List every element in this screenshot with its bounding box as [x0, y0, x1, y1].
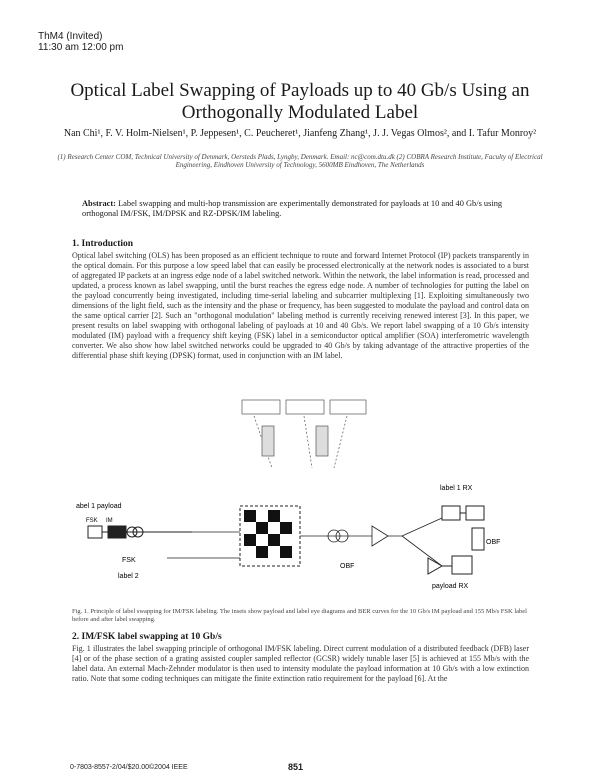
obf1-text: OBF: [486, 539, 501, 546]
abstract-text: Label swapping and multi-hop transmission are experimentally demonstrated for payloads at 10 and 40 Gb/s using orthogonal IM/FSK, IM/DPSK and RZ-DPSK/IM labeling.: [82, 199, 503, 218]
inset-plots: [242, 400, 366, 468]
abstract-label: Abstract:: [82, 199, 116, 208]
label1-payload-text: abel 1 payload: [76, 503, 122, 510]
im-text: IM: [106, 518, 113, 524]
session-header: [38, 31, 123, 53]
page-number: 851: [288, 762, 304, 772]
payload-rx-text: payload RX: [432, 583, 469, 590]
paper-title: Optical Label Swapping of Payloads up to 40 Gb/s Using an Orthogonally Modulated Label: [70, 80, 530, 123]
author-list: Nan Chi¹, F. V. Holm-Nielsen¹, P. Jeppesen¹, C. Peucheret¹, Jianfeng Zhang¹, J. J. Vegas Olmos², and I. Tafur Monroy²: [63, 128, 537, 139]
fsk-text: FSK: [86, 518, 98, 524]
fiber-paths: [167, 518, 442, 566]
section-2-heading: 2. IM/FSK label swapping at 10 Gb/s: [72, 632, 222, 642]
figure-1-diagram: [72, 398, 529, 603]
fsk-label2-text: FSK: [122, 557, 136, 564]
section-1-body: Optical label switching (OLS) has been proposed as an efficient technique to route and forward Internet Protocol (IP) packets transparently in the optical domain. For this purpose a low speed label that can easily be processed electronically at the network nodes is associated to a burst of aggregated IP packets at an ingress edge node of a label switched network. Within the network, the label information is read, processed and updated, a process known as label swapping, until the burst reaches the egress edge node. A number of technologies for putting the label on the payload concurrently being investigated, including time-serial labeling and subcarrier multiplexing [1]. Exploiting simultaneously two dimensions of the light field, such as the intensity and the phase or frequency, has been suggested to modulate the payload and control data on the same optical carrier [2]. Such an "orthogonal modulation" labeling method is currently receiving renewed interest [3]. In this paper, we present results on label swapping with orthogonal labeling of payloads at 10 and 40 Gb/s. We report label swapping of a 10 Gb/s intensity modulated (IM) payload with a frequency shift keying (FSK) label in a semiconductor optical amplifier (SOA) interferometric wavelength converter. We also show how label switched networks could be upgraded to 40 Gb/s by taking advantage of the attractive properties of the differential phase shift keying (DPSK) format, used in conjunction with an IM label.: [72, 251, 529, 360]
transmitter-blocks: [88, 526, 192, 538]
section-2-body: Fig. 1 illustrates the label swapping principle of orthogonal IM/FSK labeling. Direct current modulation of a distributed feedback (DFB) laser [4] or of the phase section of a grating assisted coupler sampled reflector (GCSR) widely tunable laser [5] is achieved at 155 Mb/s with the label data. An external Mach-Zehnder modulator is then used to intensity modulate the payload information at 10 Gb/s with a low extinction ratio. Note that some coding techniques can mitigate the finite extinction ratio requirement for the payload [6]. At the: [72, 644, 529, 683]
session-code: ThM4 (Invited): [38, 31, 103, 42]
abstract: [82, 199, 518, 219]
session-time: 11:30 am 12:00 pm: [38, 42, 124, 53]
figure-1-caption: Fig. 1. Principle of label swapping for IM/FSK labeling. The insets show payload and label eye diagrams and BER curves for the 10 Gb/s IM payload and 155 Mb/s FSK label before and after label swapping.: [72, 608, 527, 623]
footer-isbn: 0-7803-8557-2/04/$20.00©2004 IEEE: [70, 764, 188, 771]
label2-text: label 2: [118, 573, 139, 580]
section-1-heading: 1. Introduction: [72, 239, 134, 249]
soa-interferometer: [240, 506, 300, 566]
payload-receiver: [428, 556, 472, 574]
affiliations: (1) Research Center COM, Technical University of Denmark, Oersteds Plads, Lyngby, Denmark. Email: nc@com.dtu.dk (2) COBRA Research Institute, Faculty of Electrical Engineering, Eindhoven University of Technology, 5600MB Eindhoven, The Netherlands: [57, 153, 543, 169]
label1-rx-text: label 1 RX: [440, 485, 473, 492]
label-receiver: [442, 506, 484, 550]
obf2-text: OBF: [340, 563, 355, 570]
